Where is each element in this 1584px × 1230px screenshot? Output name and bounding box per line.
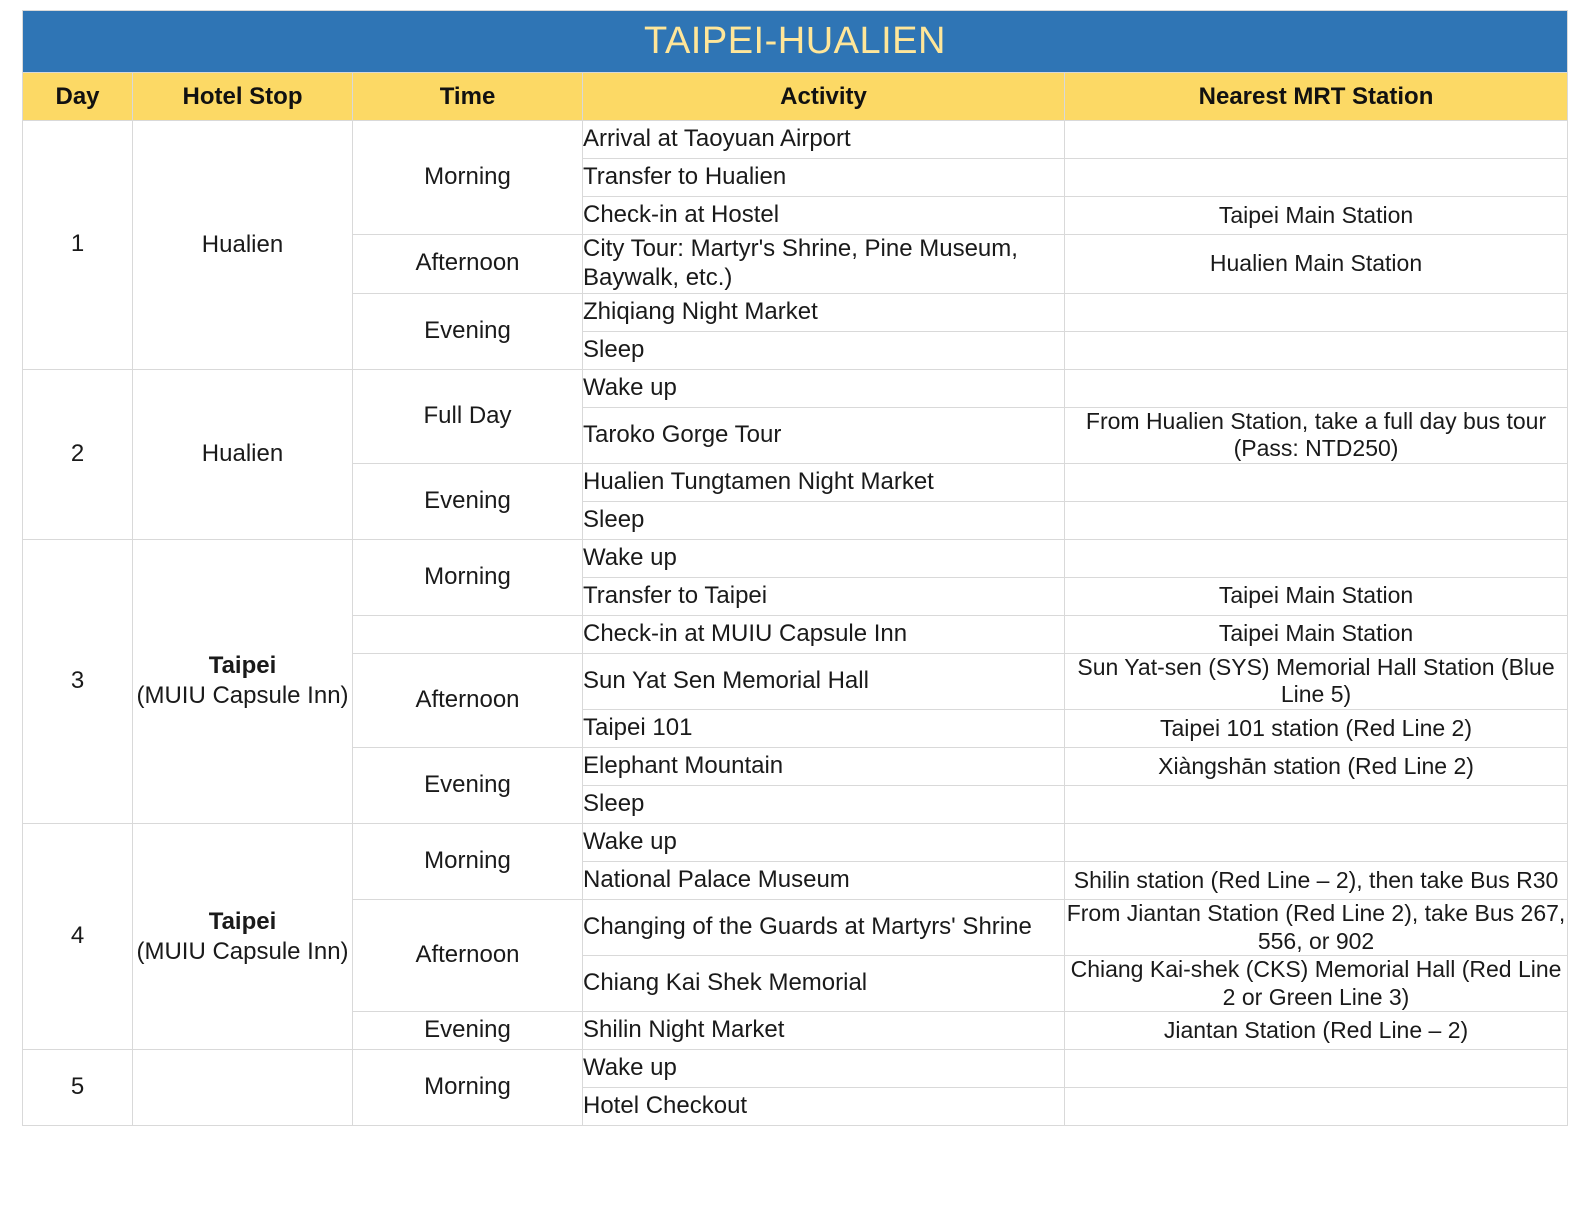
header-row	[23, 73, 1568, 121]
mrt-station-cell: From Hualien Station, take a full day bus tour (Pass: NTD250)	[1065, 407, 1568, 463]
time-cell: Evening	[353, 293, 583, 369]
mrt-station-cell: Sun Yat-sen (SYS) Memorial Hall Station (Blue Line 5)	[1065, 653, 1568, 709]
mrt-station-cell	[1065, 823, 1568, 861]
mrt-station-cell	[1065, 369, 1568, 407]
activity-cell: Sleep	[583, 501, 1065, 539]
mrt-station-cell	[1065, 501, 1568, 539]
time-cell: Afternoon	[353, 235, 583, 294]
mrt-station-cell	[1065, 1050, 1568, 1088]
activity-cell: Arrival at Taoyuan Airport	[583, 121, 1065, 159]
activity-cell: Shilin Night Market	[583, 1012, 1065, 1050]
time-cell: Morning	[353, 1050, 583, 1126]
activity-cell: Check-in at MUIU Capsule Inn	[583, 615, 1065, 653]
mrt-station-cell: Hualien Main Station	[1065, 235, 1568, 294]
hotel-stop-cell: Hualien	[133, 121, 353, 370]
time-cell: Evening	[353, 1012, 583, 1050]
time-cell: Afternoon	[353, 899, 583, 1011]
time-cell: Morning	[353, 823, 583, 899]
mrt-station-cell	[1065, 293, 1568, 331]
hotel-stop-cell: Hualien	[133, 369, 353, 539]
activity-cell: Wake up	[583, 369, 1065, 407]
time-cell: Afternoon	[353, 653, 583, 747]
hotel-stop-cell	[133, 823, 353, 1049]
hotel-detail: (MUIU Capsule Inn)	[136, 682, 349, 710]
time-cell: Full Day	[353, 369, 583, 463]
mrt-station-cell: Chiang Kai-shek (CKS) Memorial Hall (Red Line 2 or Green Line 3)	[1065, 956, 1568, 1012]
day-cell: 3	[23, 539, 133, 823]
time-cell: Evening	[353, 747, 583, 823]
activity-cell: Taroko Gorge Tour	[583, 407, 1065, 463]
mrt-station-cell: Taipei 101 station (Red Line 2)	[1065, 709, 1568, 747]
activity-cell: Transfer to Hualien	[583, 159, 1065, 197]
hotel-stop-cell	[133, 539, 353, 823]
mrt-station-cell: Xiàngshān station (Red Line 2)	[1065, 747, 1568, 785]
activity-cell: Sleep	[583, 785, 1065, 823]
activity-cell: Check-in at Hostel	[583, 197, 1065, 235]
day-cell: 4	[23, 823, 133, 1049]
activity-cell: Wake up	[583, 823, 1065, 861]
time-cell	[353, 615, 583, 653]
activity-cell: Wake up	[583, 1050, 1065, 1088]
table-row	[23, 823, 1568, 861]
column-header-day: Day	[23, 73, 133, 121]
mrt-station-cell	[1065, 785, 1568, 823]
activity-cell: Hualien Tungtamen Night Market	[583, 463, 1065, 501]
time-cell: Morning	[353, 121, 583, 235]
column-header-activity: Activity	[583, 73, 1065, 121]
mrt-station-cell: Taipei Main Station	[1065, 577, 1568, 615]
activity-cell: Elephant Mountain	[583, 747, 1065, 785]
day-cell: 2	[23, 369, 133, 539]
activity-cell: Taipei 101	[583, 709, 1065, 747]
mrt-station-cell	[1065, 539, 1568, 577]
mrt-station-cell	[1065, 159, 1568, 197]
hotel-name: Taipei	[208, 907, 277, 935]
mrt-station-cell	[1065, 463, 1568, 501]
mrt-station-cell	[1065, 1088, 1568, 1126]
table-row	[23, 369, 1568, 407]
activity-cell: Wake up	[583, 539, 1065, 577]
day-cell: 1	[23, 121, 133, 370]
hotel-detail: (MUIU Capsule Inn)	[136, 937, 349, 965]
mrt-station-cell: Shilin station (Red Line – 2), then take Bus R30	[1065, 861, 1568, 899]
activity-cell: Sun Yat Sen Memorial Hall	[583, 653, 1065, 709]
page-title: TAIPEI-HUALIEN	[23, 11, 1568, 73]
itinerary-body	[23, 121, 1568, 1126]
column-header-mrt: Nearest MRT Station	[1065, 73, 1568, 121]
activity-cell: City Tour: Martyr's Shrine, Pine Museum, Baywalk, etc.)	[583, 235, 1065, 294]
time-cell: Evening	[353, 463, 583, 539]
title-row	[23, 11, 1568, 73]
mrt-station-cell: From Jiantan Station (Red Line 2), take Bus 267, 556, or 902	[1065, 899, 1568, 955]
mrt-station-cell: Taipei Main Station	[1065, 197, 1568, 235]
activity-cell: National Palace Museum	[583, 861, 1065, 899]
activity-cell: Transfer to Taipei	[583, 577, 1065, 615]
itinerary-table	[22, 10, 1568, 1126]
column-header-hotel: Hotel Stop	[133, 73, 353, 121]
activity-cell: Chiang Kai Shek Memorial	[583, 956, 1065, 1012]
mrt-station-cell	[1065, 121, 1568, 159]
activity-cell: Zhiqiang Night Market	[583, 293, 1065, 331]
table-row	[23, 1050, 1568, 1088]
column-header-time: Time	[353, 73, 583, 121]
time-cell: Morning	[353, 539, 583, 615]
activity-cell: Changing of the Guards at Martyrs' Shrine	[583, 899, 1065, 955]
hotel-name: Taipei	[208, 652, 277, 680]
activity-cell: Hotel Checkout	[583, 1088, 1065, 1126]
day-cell: 5	[23, 1050, 133, 1126]
mrt-station-cell: Jiantan Station (Red Line – 2)	[1065, 1012, 1568, 1050]
mrt-station-cell	[1065, 331, 1568, 369]
table-row	[23, 539, 1568, 577]
activity-cell: Sleep	[583, 331, 1065, 369]
table-row	[23, 121, 1568, 159]
hotel-stop-cell	[133, 1050, 353, 1126]
mrt-station-cell: Taipei Main Station	[1065, 615, 1568, 653]
